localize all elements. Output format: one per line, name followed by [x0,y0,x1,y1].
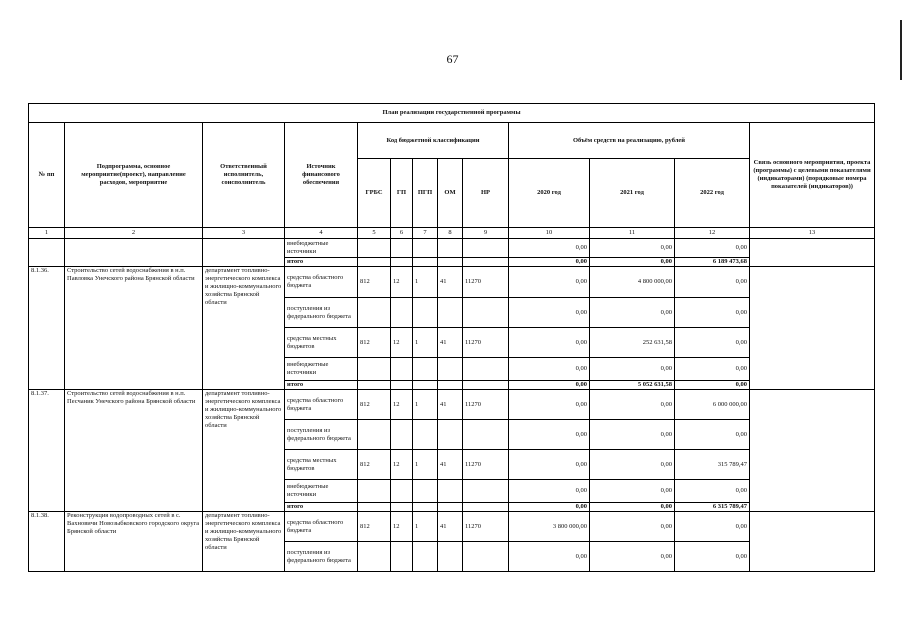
header-om: ОМ [438,159,463,228]
col-number: 4 [285,228,358,239]
header-responsible: Ответственный исполнитель, соисполнитель [203,123,285,228]
item-name: Строительство сетей водоснабжения в н.п. Песчаник Унечского района Брянской области [65,390,203,512]
amount-cell: 0,00 [590,258,675,267]
amount-cell: 0,00 [509,542,590,572]
amount-cell: 0,00 [675,420,750,450]
source-cell: поступления из федерального бюджета [285,542,358,572]
item-number: 8.1.37. [29,390,65,512]
header-row-1 [29,123,875,159]
amount-cell: 0,00 [509,381,590,390]
amount-cell: 6 315 789,47 [675,503,750,512]
source-cell: средства областного бюджета [285,512,358,542]
amount-cell: 0,00 [509,503,590,512]
amount-cell: 0,00 [509,390,590,420]
amount-cell: 252 631,58 [590,328,675,358]
source-cell: поступления из федерального бюджета [285,298,358,328]
amount-cell: 0,00 [675,480,750,503]
amount-cell: 0,00 [590,298,675,328]
source-cell: итого [285,258,358,267]
item-number: 8.1.36. [29,267,65,390]
amount-cell: 0,00 [590,420,675,450]
amount-cell: 0,00 [675,239,750,258]
amount-cell: 0,00 [509,480,590,503]
code-cell: 812 [358,267,391,298]
col-number: 11 [590,228,675,239]
code-cell: 12 [391,450,413,480]
code-cell: 41 [438,328,463,358]
page-number: 67 [446,52,459,66]
amount-cell: 0,00 [509,239,590,258]
code-cell: 41 [438,267,463,298]
code-cell: 12 [391,390,413,420]
item-responsible: департамент топливно-энергетического комплекса и жилищно-коммунального хозяйства Брянской области [203,267,285,390]
amount-cell: 3 800 000,00 [509,512,590,542]
col-number: 7 [413,228,438,239]
amount-cell: 0,00 [675,542,750,572]
code-cell: 11270 [463,267,509,298]
table-title: План реализации государственной программы [29,104,875,123]
code-cell: 41 [438,450,463,480]
col-number: 5 [358,228,391,239]
amount-cell: 0,00 [675,358,750,381]
amount-cell: 0,00 [509,450,590,480]
source-cell: средства местных бюджетов [285,450,358,480]
col-number: 6 [391,228,413,239]
table-row [29,239,875,258]
amount-cell: 4 800 000,00 [590,267,675,298]
item-name: Строительство сетей водоснабжения в н.п. Павловка Унечского района Брянской области [65,267,203,390]
header-pgp: ПГП [413,159,438,228]
code-cell: 812 [358,450,391,480]
amount-cell: 0,00 [509,328,590,358]
amount-cell: 6 189 473,68 [675,258,750,267]
header-2020: 2020 год [509,159,590,228]
amount-cell: 0,00 [675,512,750,542]
code-cell: 12 [391,328,413,358]
amount-cell: 0,00 [509,358,590,381]
edge-bar [900,20,902,80]
amount-cell: 5 052 631,58 [590,381,675,390]
amount-cell: 0,00 [590,358,675,381]
table-row [29,267,875,298]
header-link: Связь основного мероприятия, проекта (программы) с целевыми показателями (индикаторами) (порядковые номера показателей (индикаторов)) [750,123,875,228]
header-num: № пп [29,123,65,228]
source-cell: внебюджетные источники [285,239,358,258]
amount-cell: 6 000 000,00 [675,390,750,420]
code-cell: 12 [391,512,413,542]
table-row [29,512,875,542]
code-cell: 41 [438,390,463,420]
amount-cell: 0,00 [590,542,675,572]
header-np: НР [463,159,509,228]
amount-cell: 0,00 [675,381,750,390]
amount-cell: 0,00 [509,420,590,450]
amount-cell: 0,00 [590,239,675,258]
header-volume: Объём средств на реализацию, рублей [509,123,750,159]
amount-cell: 0,00 [590,503,675,512]
header-subprogram: Подпрограмма, основное мероприятие(проект), направление расходов, мероприятие [65,123,203,228]
header-2021: 2021 год [590,159,675,228]
code-cell: 11270 [463,512,509,542]
col-number: 10 [509,228,590,239]
header-grbs: ГРБС [358,159,391,228]
title-row [29,104,875,123]
source-cell: итого [285,381,358,390]
table-row [29,390,875,420]
col-number: 13 [750,228,875,239]
code-cell: 1 [413,512,438,542]
amount-cell: 0,00 [509,258,590,267]
code-cell: 1 [413,450,438,480]
program-plan-table [28,103,875,572]
amount-cell: 0,00 [590,450,675,480]
amount-cell: 0,00 [509,267,590,298]
code-cell: 41 [438,512,463,542]
source-cell: средства областного бюджета [285,267,358,298]
code-cell: 11270 [463,450,509,480]
amount-cell: 0,00 [675,328,750,358]
item-responsible: департамент топливно-энергетического комплекса и жилищно-коммунального хозяйства Брянской области [203,390,285,512]
item-name: Реконструкция водопроводных сетей в с. Вахновичи Новозыбковского городского округа Брянской области [65,512,203,572]
header-2022: 2022 год [675,159,750,228]
amount-cell: 0,00 [675,298,750,328]
header-budget-code: Код бюджетной классификации [358,123,509,159]
column-number-row [29,228,875,239]
amount-cell: 0,00 [509,298,590,328]
amount-cell: 0,00 [590,480,675,503]
source-cell: внебюджетные источники [285,358,358,381]
col-number: 12 [675,228,750,239]
code-cell: 12 [391,267,413,298]
source-cell: внебюджетные источники [285,480,358,503]
col-number: 9 [463,228,509,239]
amount-cell: 0,00 [590,390,675,420]
item-number: 8.1.38. [29,512,65,572]
source-cell: средства местных бюджетов [285,328,358,358]
amount-cell: 0,00 [590,512,675,542]
code-cell: 1 [413,390,438,420]
code-cell: 812 [358,328,391,358]
source-cell: средства областного бюджета [285,390,358,420]
item-responsible: департамент топливно-энергетического комплекса и жилищно-коммунального хозяйства Брянской области [203,512,285,572]
amount-cell: 315 789,47 [675,450,750,480]
code-cell: 812 [358,512,391,542]
col-number: 8 [438,228,463,239]
code-cell: 1 [413,328,438,358]
code-cell: 11270 [463,328,509,358]
code-cell: 1 [413,267,438,298]
source-cell: поступления из федерального бюджета [285,420,358,450]
amount-cell: 0,00 [675,267,750,298]
source-cell: итого [285,503,358,512]
code-cell: 11270 [463,390,509,420]
code-cell: 812 [358,390,391,420]
col-number: 1 [29,228,65,239]
header-source: Источник финансового обеспечения [285,123,358,228]
col-number: 3 [203,228,285,239]
col-number: 2 [65,228,203,239]
header-gp: ГП [391,159,413,228]
